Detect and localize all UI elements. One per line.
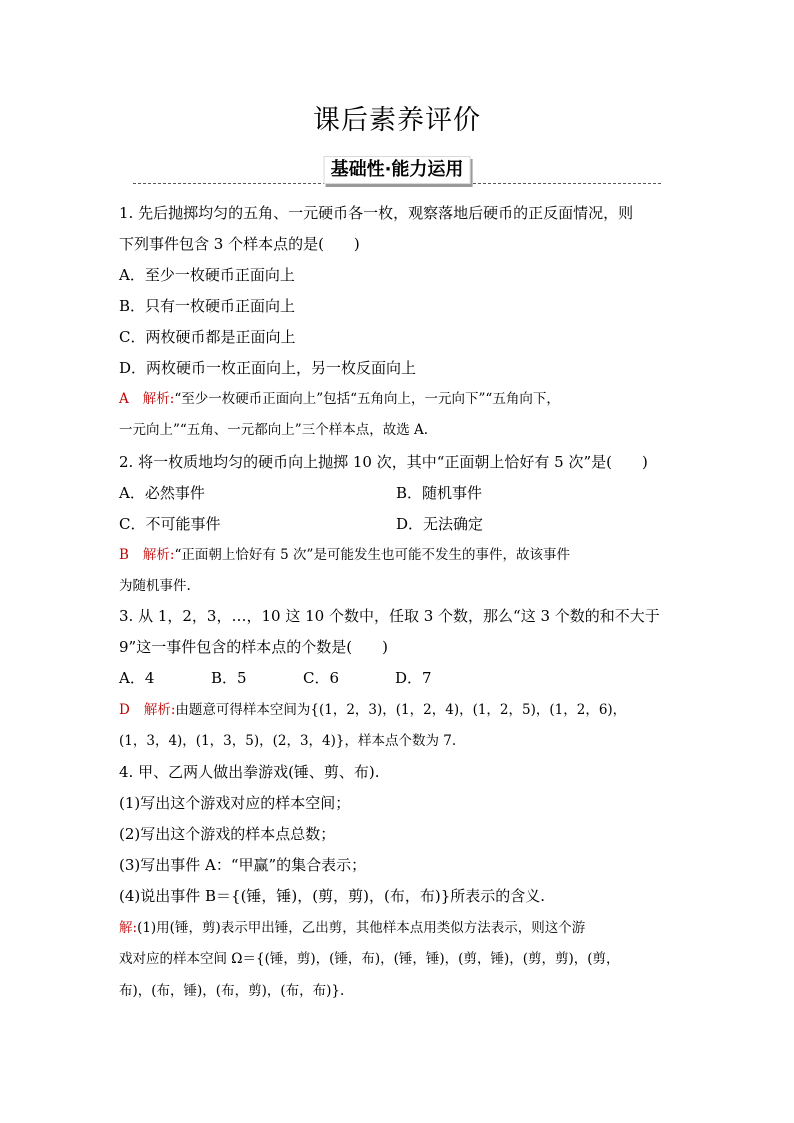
page-title: 课后素养评价 bbox=[313, 105, 481, 136]
q4-part-1: (1)写出这个游戏对应的样本空间； bbox=[119, 794, 351, 812]
q2-option-b: B．随机事件 bbox=[396, 484, 483, 502]
q1-solution-label: 解析: bbox=[142, 391, 175, 407]
q1-solution-line1 bbox=[119, 389, 560, 409]
q4-part-3: (3)写出事件 A：“甲赢”的集合表示； bbox=[119, 856, 367, 874]
q3-option-c: C．6 bbox=[303, 669, 340, 687]
q4-solution-line3: 布)，(布，锤)，(布，剪)，(布，布)}. bbox=[119, 983, 345, 999]
q2-option-c: C．不可能事件 bbox=[119, 515, 221, 533]
q3-options bbox=[119, 668, 487, 688]
q3-stem-line1: 3. 从 1，2，3，…，10 这 10 个数中，任取 3 个数，那么“这 3 个数的和不大于 bbox=[119, 607, 660, 625]
q3-option-d: D．7 bbox=[395, 669, 432, 687]
q4-part-2: (2)写出这个游戏的样本点总数； bbox=[119, 825, 336, 843]
q2-option-a: A．必然事件 bbox=[119, 484, 205, 502]
q1-stem-line2: 下列事件包含 3 个样本点的是( ) bbox=[119, 235, 360, 253]
q4-solution-text1: (1)用(锤，剪)表示甲出锤，乙出剪，其他样本点用类似方法表示，则这个游 bbox=[137, 920, 586, 936]
q2-stem: 2. 将一枚质地均匀的硬币向上抛掷 10 次，其中“正面朝上恰好有 5 次”是( ) bbox=[119, 453, 648, 471]
q2-solution-line2: 为随机事件. bbox=[119, 578, 191, 594]
q2-answer: B bbox=[119, 547, 129, 563]
q1-option-c: C．两枚硬币都是正面向上 bbox=[119, 328, 296, 346]
q3-solution-text1: 由题意可得样本空间为{(1，2，3)，(1，2，4)，(1，2，5)，(1，2，6)， bbox=[175, 702, 627, 718]
q1-option-b: B．只有一枚硬币正面向上 bbox=[119, 297, 296, 315]
q4-stem: 4. 甲、乙两人做出拳游戏(锤、剪、布). bbox=[119, 763, 380, 781]
q1-stem-line1: 1. 先后抛掷均匀的五角、一元硬币各一枚，观察落地后硬币的正反面情况，则 bbox=[119, 204, 634, 222]
section-header bbox=[133, 156, 661, 186]
q3-option-a: A．4 bbox=[119, 669, 155, 687]
q4-solution-line2: 戏对应的样本空间 Ω＝{(锤，剪)，(锤，布)，(锤，锤)，(剪，锤)，(剪，剪)，(剪， bbox=[119, 951, 620, 967]
section-title: 基础性·能力运用 bbox=[324, 156, 471, 184]
q4-solution-label: 解: bbox=[119, 920, 138, 936]
q3-answer: D bbox=[119, 702, 130, 718]
q1-solution-line2: 一元向上”“五角、一元都向上”三个样本点，故选 A. bbox=[119, 422, 429, 438]
q3-option-b: B．5 bbox=[211, 669, 247, 687]
q2-option-d: D．无法确定 bbox=[396, 515, 484, 533]
q2-solution-line1 bbox=[119, 545, 570, 565]
q4-solution-line1 bbox=[119, 918, 585, 938]
q1-solution-text1: “至少一枚硬币正面向上”包括“五角向上，一元向下”“五角向下， bbox=[174, 391, 560, 407]
q3-solution-line2: (1，3，4)，(1，3，5)，(2，3，4)}，样本点个数为 7. bbox=[119, 733, 457, 749]
q3-solution-label: 解析: bbox=[143, 702, 176, 718]
q1-answer: A bbox=[119, 391, 129, 407]
q3-stem-line2: 9”这一事件包含的样本点的个数是( ) bbox=[119, 638, 388, 656]
q3-solution-line1 bbox=[119, 700, 626, 720]
q1-option-d: D．两枚硬币一枚正面向上，另一枚反面向上 bbox=[119, 359, 417, 377]
q2-solution-text1: “正面朝上恰好有 5 次”是可能发生也可能不发生的事件，故该事件 bbox=[174, 547, 570, 563]
q4-part-4: (4)说出事件 B＝{(锤，锤)，(剪，剪)，(布，布)}所表示的含义. bbox=[119, 887, 546, 905]
q1-option-a: A．至少一枚硬币正面向上 bbox=[119, 266, 295, 284]
q2-solution-label: 解析: bbox=[142, 547, 175, 563]
